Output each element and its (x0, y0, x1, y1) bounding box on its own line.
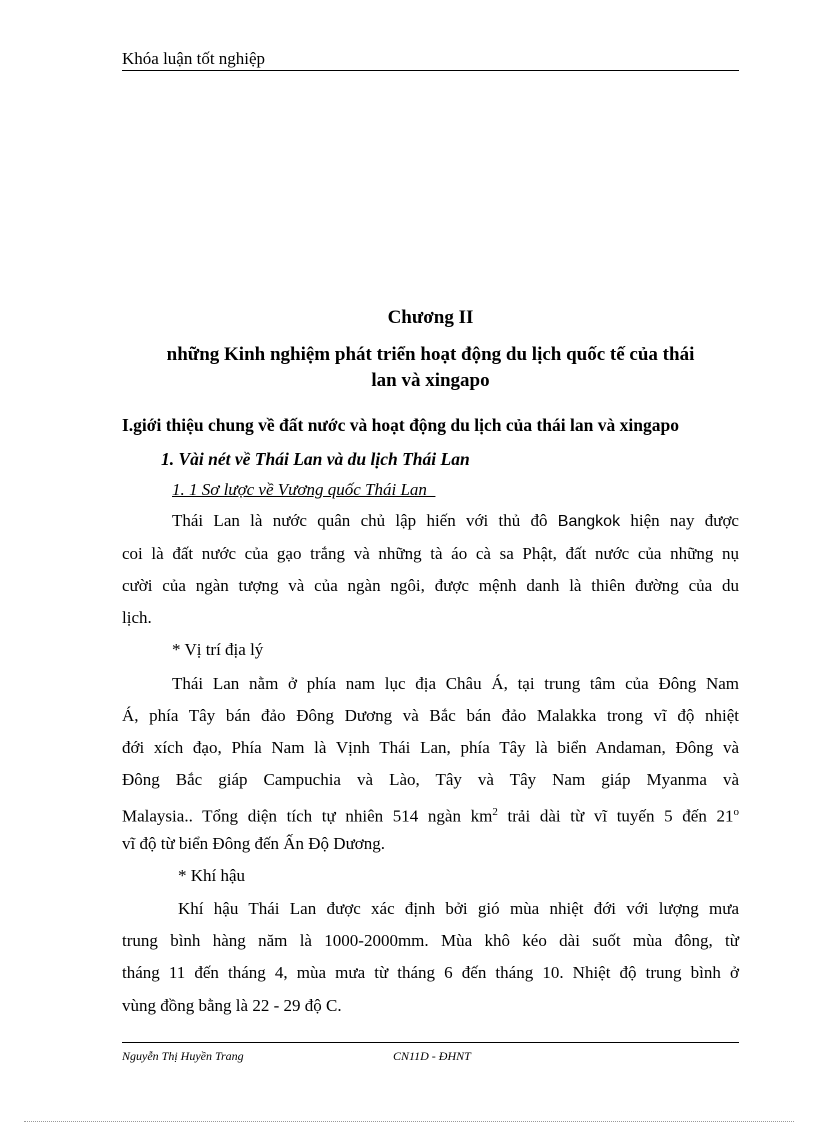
paragraph-line: Thái Lan nằm ở phía nam lục địa Châu Á, tại trung tâm của Đông Nam (172, 674, 739, 693)
paragraph-line: Đông Bắc giáp Campuchia và Lào, Tây và Tây Nam giáp Myanma và (122, 770, 739, 789)
paragraph-line: lịch. (122, 608, 152, 627)
chapter-title-line1: những Kinh nghiệm phát triển hoạt động du lịch quốc tế của thái (166, 344, 695, 365)
degree-mark: o (733, 806, 739, 818)
footer-author: Nguyễn Thị Huyền Trang (122, 1049, 244, 1063)
paragraph-line: Á, phía Tây bán đảo Đông Dương và Bắc bán đảo Malakka trong vĩ độ nhiệt (122, 706, 739, 725)
chapter-title-line2: lan và xingapo (371, 370, 490, 391)
sub-subsection-heading: 1. 1 Sơ lược về Vương quốc Thái Lan (172, 480, 436, 499)
heading-climate: * Khí hậu (178, 866, 246, 885)
text-span: hiện nay được (620, 511, 739, 530)
superscript: 2 (492, 806, 498, 818)
paragraph-line: Khí hậu Thái Lan được xác định bởi gió mùa nhiệt đới với lượng mưa (178, 899, 739, 918)
paragraph-line (122, 801, 739, 828)
heading-location: * Vị trí địa lý (172, 640, 264, 659)
text-span-bangkok: Bangkok (557, 513, 621, 530)
subsection-heading: 1. Vài nét về Thái Lan và du lịch Thái Lan (161, 449, 470, 469)
chapter-label: Chương II (387, 307, 474, 328)
paragraph-line: cười của ngàn tượng và của ngàn ngôi, được mệnh danh là thiên đường của du (122, 576, 739, 595)
footer-class: CN11D - ĐHNT (393, 1049, 471, 1063)
paragraph-line: trung bình hàng năm là 1000-2000mm. Mùa khô kéo dài suốt mùa đông, từ (122, 931, 739, 950)
paragraph-line: vĩ độ từ biển Đông đến Ấn Độ Dương. (122, 834, 386, 853)
paragraph-line: coi là đất nước của gạo trắng và những tà áo cà sa Phật, đất nước của những nụ (122, 544, 739, 563)
text-span: trải dài từ vĩ tuyến 5 đến 21 (497, 806, 734, 826)
section-heading: I.giới thiệu chung về đất nước và hoạt động du lịch của thái lan và xingapo (122, 415, 679, 435)
paragraph-line: tháng 11 đến tháng 4, mùa mưa từ tháng 6 đến tháng 10. Nhiệt độ trung bình ở (122, 963, 739, 982)
paragraph-line: đới xích đạo, Phía Nam là Vịnh Thái Lan, phía Tây là biển Andaman, Đông và (122, 738, 739, 757)
footer-rule (122, 1042, 739, 1043)
paragraph-line: vùng đồng bằng là 22 - 29 độ C. (122, 996, 342, 1015)
paragraph-line (172, 510, 739, 533)
running-header: Khóa luận tốt nghiệp (122, 49, 266, 68)
text-span: Malaysia.. Tổng diện tích tự nhiên 514 ngàn km (122, 806, 493, 826)
header-rule (122, 70, 739, 71)
text-span: Thái Lan là nước quân chủ lập hiến với thủ đô (172, 511, 558, 530)
page-bottom-edge (24, 1121, 794, 1122)
